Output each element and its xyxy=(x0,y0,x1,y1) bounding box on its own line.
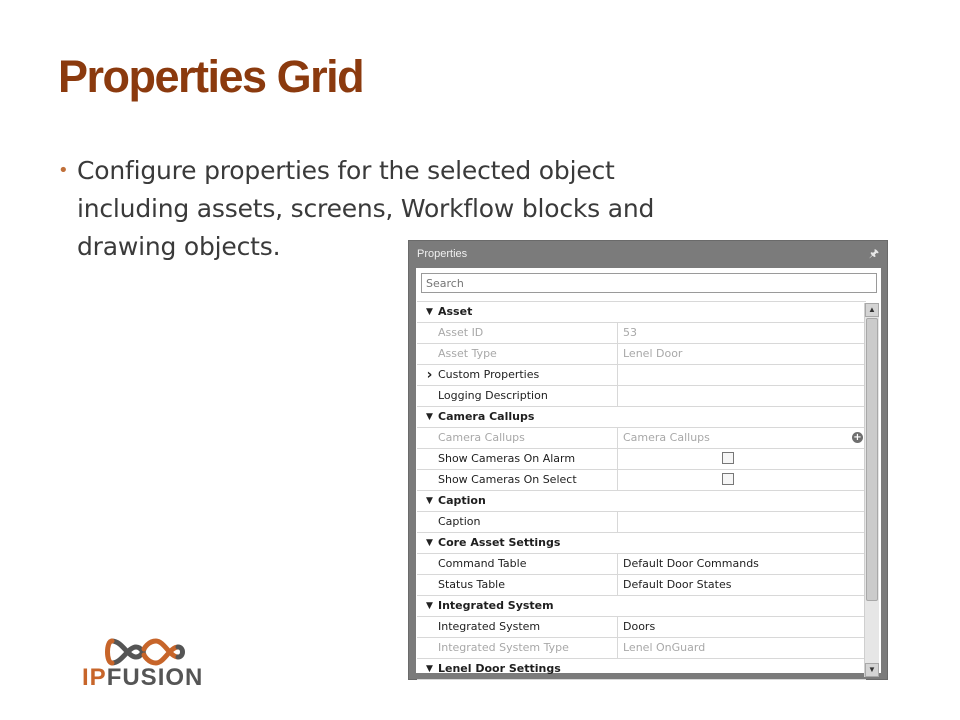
property-row[interactable] xyxy=(417,512,866,533)
property-value-text: Camera Callups xyxy=(623,431,710,444)
property-name-text: Status Table xyxy=(438,578,505,591)
properties-panel xyxy=(408,240,888,680)
property-name xyxy=(417,554,618,574)
property-name-text: Integrated System xyxy=(438,620,541,633)
logo-wordmark xyxy=(82,664,203,692)
property-row[interactable] xyxy=(417,617,866,638)
property-name-text: Asset ID xyxy=(438,326,484,339)
property-row[interactable] xyxy=(417,575,866,596)
property-name-text: Show Cameras On Alarm xyxy=(438,452,576,465)
property-name-text: Command Table xyxy=(438,557,527,570)
property-name xyxy=(417,512,618,532)
property-name-text: Logging Description xyxy=(438,389,548,402)
scroll-down-button[interactable]: ▼ xyxy=(865,663,879,677)
property-name-text: Custom Properties xyxy=(438,368,540,381)
search-input[interactable] xyxy=(421,273,877,293)
category-label: Camera Callups xyxy=(438,410,535,423)
property-name xyxy=(417,638,618,658)
logo-text-fusion: FUSION xyxy=(106,664,204,691)
chevron-down-icon[interactable]: ▼ xyxy=(426,307,433,317)
category-label: Asset xyxy=(438,305,473,318)
category-header[interactable] xyxy=(417,491,486,511)
scroll-up-button[interactable]: ▲ xyxy=(865,303,879,317)
property-name xyxy=(417,365,618,385)
property-name xyxy=(417,428,618,448)
category-header[interactable] xyxy=(417,659,561,679)
category-row[interactable] xyxy=(417,407,866,428)
chevron-down-icon[interactable]: ▼ xyxy=(426,601,433,611)
property-row[interactable] xyxy=(417,449,866,470)
category-row[interactable] xyxy=(417,596,866,617)
category-row[interactable] xyxy=(417,533,866,554)
property-value-text: Lenel Door xyxy=(623,347,683,360)
bullet-dot: • xyxy=(58,160,69,181)
chevron-down-icon[interactable]: ▼ xyxy=(426,664,433,674)
panel-title: Properties xyxy=(417,248,468,260)
property-row[interactable] xyxy=(417,554,866,575)
category-header[interactable] xyxy=(417,302,472,322)
slide-title: Properties Grid xyxy=(58,51,364,102)
property-row[interactable] xyxy=(417,638,866,659)
property-name xyxy=(417,575,618,595)
category-label: Core Asset Settings xyxy=(438,536,561,549)
property-value xyxy=(618,344,866,364)
property-row[interactable] xyxy=(417,323,866,344)
property-name xyxy=(417,344,618,364)
property-row[interactable] xyxy=(417,365,866,386)
property-grid xyxy=(417,301,866,680)
property-name-text: Integrated System Type xyxy=(438,641,569,654)
logo-text-ip: IP xyxy=(82,664,107,691)
vertical-scrollbar[interactable] xyxy=(864,303,879,677)
chevron-down-icon[interactable]: ▼ xyxy=(426,496,433,506)
property-value-text: Lenel OnGuard xyxy=(623,641,706,654)
property-value[interactable] xyxy=(618,512,866,532)
property-name xyxy=(417,470,618,490)
panel-header xyxy=(409,241,887,267)
add-icon[interactable]: + xyxy=(853,432,862,443)
category-header[interactable] xyxy=(417,533,560,553)
property-value[interactable] xyxy=(618,554,866,574)
property-name-text: Show Cameras On Select xyxy=(438,473,577,486)
checkbox[interactable] xyxy=(722,473,734,485)
property-value[interactable] xyxy=(618,386,866,406)
category-label: Lenel Door Settings xyxy=(438,662,561,675)
chevron-down-icon[interactable]: ▼ xyxy=(426,538,433,548)
category-row[interactable] xyxy=(417,659,866,680)
property-name xyxy=(417,386,618,406)
property-value[interactable] xyxy=(618,449,866,469)
property-name-text: Asset Type xyxy=(438,347,497,360)
panel-body xyxy=(416,268,881,673)
property-value xyxy=(618,638,866,658)
property-value xyxy=(618,323,866,343)
category-header[interactable] xyxy=(417,407,534,427)
category-row[interactable] xyxy=(417,491,866,512)
property-value-text: 53 xyxy=(623,326,637,339)
property-name-text: Camera Callups xyxy=(438,431,525,444)
category-label: Caption xyxy=(438,494,486,507)
scroll-thumb[interactable] xyxy=(866,318,878,601)
property-name xyxy=(417,449,618,469)
pin-icon[interactable]: 🖈︎ xyxy=(868,248,879,260)
chevron-right-icon[interactable]: › xyxy=(426,367,433,383)
category-label: Integrated System xyxy=(438,599,554,612)
property-name xyxy=(417,617,618,637)
property-value[interactable] xyxy=(618,365,866,385)
property-value-text: Default Door States xyxy=(623,578,732,591)
property-name-text: Caption xyxy=(438,515,481,528)
property-name xyxy=(417,323,618,343)
bullet-text: Configure properties for the selected object including assets, screens, Workflow blocks and drawing objects. xyxy=(77,156,655,261)
category-header[interactable] xyxy=(417,596,554,616)
category-row[interactable] xyxy=(417,302,866,323)
property-value-text: Doors xyxy=(623,620,656,633)
property-value xyxy=(618,428,866,448)
property-row[interactable] xyxy=(417,386,866,407)
property-row[interactable] xyxy=(417,428,866,449)
property-value[interactable] xyxy=(618,575,866,595)
property-value-text: Default Door Commands xyxy=(623,557,759,570)
property-value[interactable] xyxy=(618,617,866,637)
property-row[interactable] xyxy=(417,344,866,365)
property-row[interactable] xyxy=(417,470,866,491)
chevron-down-icon[interactable]: ▼ xyxy=(426,412,433,422)
property-value[interactable] xyxy=(618,470,866,490)
checkbox[interactable] xyxy=(722,452,734,464)
